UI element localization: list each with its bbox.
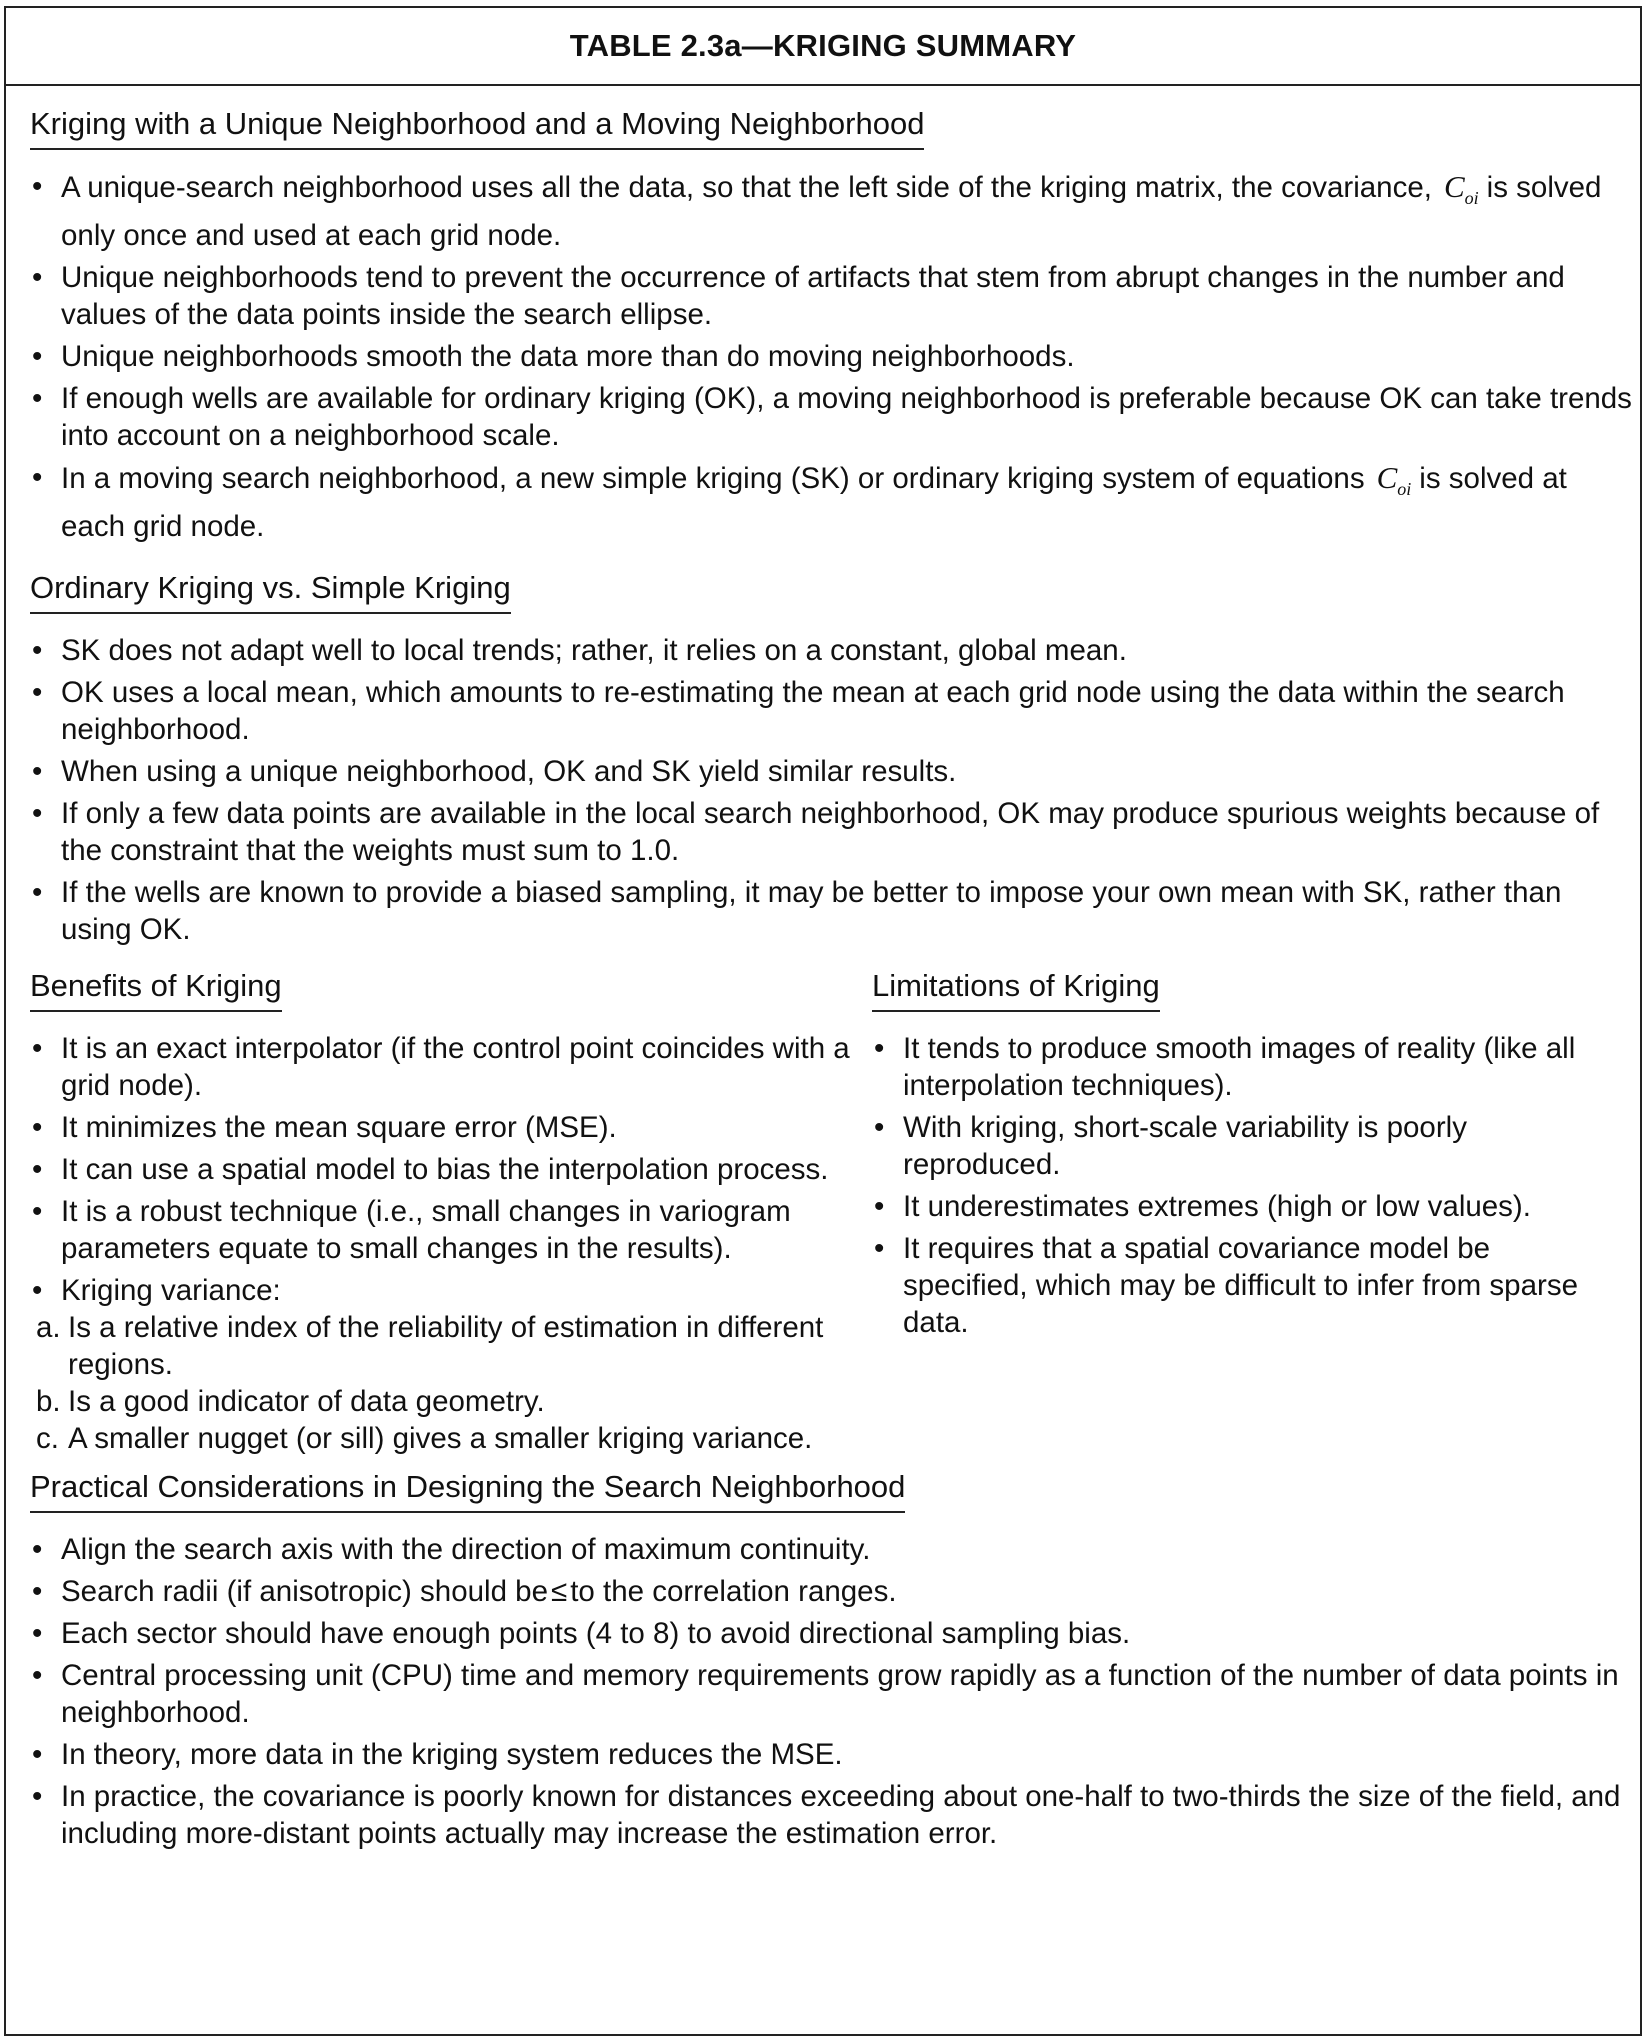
limitations-list — [872, 1030, 1612, 1341]
list-item: • It requires that a spatial covariance model be specified, which may be difficult to infer from sparse data. — [872, 1230, 1612, 1341]
list-item: • It minimizes the mean square error (MSE). — [30, 1109, 854, 1146]
list-item: • With kriging, short-scale variability is poorly reproduced. — [872, 1109, 1612, 1183]
sub-item: b. Is a good indicator of data geometry. — [36, 1385, 545, 1419]
table-content — [6, 86, 1640, 1852]
list-item: • Central processing unit (CPU) time and memory requirements grow rapidly as a function of the number of data points in neighborhood. — [30, 1657, 1632, 1731]
sub-item: c. A smaller nugget (or sill) gives a smaller kriging variance. — [36, 1422, 813, 1456]
list-item: • Search radii (if anisotropic) should be ≤ to the correlation ranges. — [30, 1573, 1632, 1610]
list-item: • OK uses a local mean, which amounts to re-estimating the mean at each grid node using the data within the search neighborhood. — [30, 674, 1632, 748]
section-heading-search-neighborhood: Practical Considerations in Designing the Search Neighborhood — [30, 1469, 905, 1513]
section-heading-ok-vs-sk: Ordinary Kriging vs. Simple Kriging — [30, 570, 511, 614]
list-item: • In practice, the covariance is poorly known for distances exceeding about one-half to two-thirds the size of the field, and including more-distant points actually may increase the estimation error. — [30, 1778, 1632, 1852]
sub-item: a. Is a relative index of the reliability of estimation in different regions. — [36, 1311, 824, 1382]
neighborhood-list — [30, 168, 1632, 545]
list-item: • Kriging variance: — [30, 1272, 854, 1309]
section-heading-benefits: Benefits of Kriging — [30, 968, 282, 1012]
list-item: • A unique-search neighborhood uses all the data, so that the left side of the kriging matrix, the covariance, $C_{oi}$ is solved only once and used at each grid node. — [30, 168, 1632, 254]
search-neighborhood-list — [30, 1531, 1632, 1852]
section-heading-limitations: Limitations of Kriging — [872, 968, 1160, 1012]
list-item: • It is a robust technique (i.e., small changes in variogram parameters equate to small changes in the results). — [30, 1193, 854, 1267]
limitations-column — [872, 954, 1612, 1457]
list-item: • SK does not adapt well to local trends; rather, it relies on a constant, global mean. — [30, 632, 1632, 669]
list-item: • It can use a spatial model to bias the interpolation process. — [30, 1151, 854, 1188]
kriging-variance-sublist — [30, 1309, 854, 1457]
section-heading-neighborhood: Kriging with a Unique Neighborhood and a Moving Neighborhood — [30, 106, 924, 150]
list-item: • If only a few data points are available in the local search neighborhood, OK may produce spurious weights because of the constraint that the weights must sum to 1.0. — [30, 795, 1632, 869]
benefits-list — [30, 1030, 854, 1309]
benefits-column — [30, 954, 872, 1457]
kriging-summary-table — [4, 6, 1642, 2036]
ok-vs-sk-list — [30, 632, 1632, 948]
list-item: • If enough wells are available for ordinary kriging (OK), a moving neighborhood is preferable because OK can take trends into account on a neighborhood scale. — [30, 380, 1632, 454]
list-item: • It is an exact interpolator (if the control point coincides with a grid node). — [30, 1030, 854, 1104]
list-item: • Unique neighborhoods smooth the data more than do moving neighborhoods. — [30, 338, 1632, 375]
benefits-limitations — [30, 954, 1632, 1457]
list-item: • In a moving search neighborhood, a new simple kriging (SK) or ordinary kriging system of equations $C_{oi}$ is solved at each grid node. — [30, 459, 1632, 545]
list-item: • Align the search axis with the direction of maximum continuity. — [30, 1531, 1632, 1568]
list-item: • When using a unique neighborhood, OK and SK yield similar results. — [30, 753, 1632, 790]
covariance-symbol: $C_{oi}$ — [1443, 169, 1479, 209]
list-item: • It tends to produce smooth images of reality (like all interpolation techniques). — [872, 1030, 1612, 1104]
list-item: • Each sector should have enough points (4 to 8) to avoid directional sampling bias. — [30, 1615, 1632, 1652]
list-item: • In theory, more data in the kriging system reduces the MSE. — [30, 1736, 1632, 1773]
covariance-symbol: $C_{oi}$ — [1376, 460, 1412, 500]
list-item: • If the wells are known to provide a biased sampling, it may be better to impose your own mean with SK, rather than using OK. — [30, 874, 1632, 948]
list-item: • Unique neighborhoods tend to prevent the occurrence of artifacts that stem from abrupt changes in the number and values of the data points inside the search ellipse. — [30, 259, 1632, 333]
less-than-or-equal-icon: ≤ — [551, 1575, 568, 1609]
table-title: TABLE 2.3a—KRIGING SUMMARY — [6, 8, 1640, 86]
list-item: • It underestimates extremes (high or low values). — [872, 1188, 1612, 1225]
